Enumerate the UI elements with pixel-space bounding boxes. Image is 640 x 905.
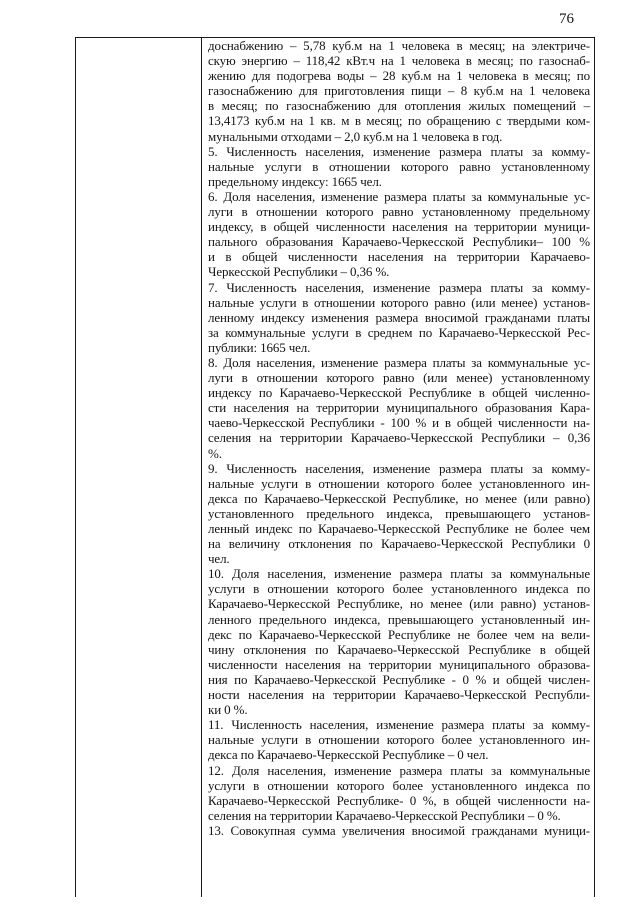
text-line: и в общей численности населения на территории Карачаево- (208, 249, 590, 265)
text-line: декса по Карачаево-Черкесской Республике, но менее (или равно) (208, 490, 590, 506)
text-line: публики: 1665 чел. (208, 339, 311, 355)
text-line: в месяц; по газоснабжению для отопления жилых помещений – (208, 98, 590, 114)
text-line: ности населения на территории Карачаево-Черкесской Республи- (208, 687, 590, 703)
text-line: услуги в отношении которого более установленного индекса по (208, 581, 590, 597)
text-line: чел. (208, 551, 230, 567)
text-line: нальные услуги в отношении которого более установленного ин- (208, 732, 590, 748)
table-left-column (76, 38, 202, 897)
text-line: чину отклонения по Карачаево-Черкесской Республике в общей (208, 641, 590, 657)
table-text-column (208, 38, 590, 897)
text-line: 5. Численность населения, изменение размера платы за комму- (208, 143, 590, 159)
text-line: индексу по Карачаево-Черкесской Республике в общей численно- (208, 385, 590, 401)
text-line: Карачаево-Черкесской Республике- 0 %, в общей численности на- (208, 792, 590, 808)
text-line: ленный индекс по Карачаево-Черкесской Республике не более чем (208, 521, 590, 536)
text-line: за коммунальные услуги в среднем по Карачаево-Черкесской Рес- (208, 324, 590, 340)
text-line: мунальными отходами – 2,0 куб.м на 1 человека в год. (208, 128, 503, 144)
text-line: %. (208, 445, 222, 461)
text-line: ния по Карачаево-Черкесской Республике - 0 % и общей числен- (208, 671, 590, 687)
text-line: 6. Доля населения, изменение размера платы за коммунальные ус- (208, 188, 590, 204)
text-line: 8. Доля населения, изменение размера платы за коммунальные ус- (208, 354, 590, 370)
text-line: на величину отклонения по Карачаево-Черкесской Республики 0 (208, 536, 590, 552)
text-line: декса по Карачаево-Черкесской Республике – 0 чел. (208, 747, 489, 763)
text-line: 10. Доля населения, изменение размера платы за коммунальные (208, 566, 590, 582)
text-line: селения на территории Карачаево-Черкесской Республики – 0 %. (208, 807, 561, 823)
text-line: Черкесской Республики – 0,36 %. (208, 264, 390, 280)
text-line: ленного предельного индекса, превышающего установленный ин- (208, 611, 590, 627)
text-line: пального образования Карачаево-Черкесской Республики– 100 % (208, 234, 590, 250)
text-line: нальные услуги в отношении которого более установленного ин- (208, 475, 590, 491)
text-line: 7. Численность населения, изменение размера платы за комму- (208, 279, 590, 295)
text-line: сти населения на территории муниципального образования Кара- (208, 400, 590, 416)
text-line: ленному индексу изменения размера вносимой гражданами платы (208, 309, 590, 325)
text-line: 13,4173 куб.м на 1 кв. м в месяц; по обращению с твердыми ком- (208, 113, 590, 129)
text-line: Карачаево-Черкесской Республике, но менее (или равно) установ- (208, 596, 590, 612)
text-line: газоснабжению для приготовления пищи – 8 куб.м на 1 человека (208, 83, 590, 99)
text-line: 9. Численность населения, изменение размера платы за комму- (208, 460, 590, 476)
text-line: 11. Численность населения, изменение размера платы за комму- (208, 717, 590, 733)
text-line: нальные услуги в отношении которого равно (или менее) установ- (208, 294, 590, 310)
text-line: луги в отношении которого равно установленному предельному (208, 204, 590, 220)
text-line: нальные услуги в отношении которого равно установленному (208, 158, 590, 174)
document-table (75, 37, 595, 897)
text-line: установленного предельного индекса, превышающего установ- (208, 505, 590, 521)
text-line: ки 0 %. (208, 702, 248, 718)
text-line: индексу, в общей численности населения на территории муници- (208, 219, 590, 235)
text-line: жению для подогрева воды – 28 куб.м на 1 человека в месяц; по (208, 68, 590, 84)
text-line: услуги в отношении которого более установленного индекса по (208, 777, 590, 793)
page-number: 76 (559, 11, 574, 27)
text-line: 13. Совокупная сумма увеличения вносимой гражданами муници- (208, 822, 590, 838)
text-line: луги в отношении которого равно (или менее) установленному (208, 370, 590, 386)
text-line: декс по Карачаево-Черкесской Республике не более чем на вели- (208, 626, 590, 642)
text-line: 12. Доля населения, изменение размера платы за коммунальные (208, 762, 590, 778)
text-line: доснабжению – 5,78 куб.м на 1 человека в месяц; на электриче- (208, 38, 590, 53)
text-line: селения на территории Карачаево-Черкесской Республики – 0,36 (208, 430, 590, 446)
text-line: численности населения на территории муниципального образова- (208, 656, 590, 672)
text-line: чаево-Черкесской Республики - 100 % и в общей численности на- (208, 415, 590, 431)
text-line: скую энергию – 118,42 кВт.ч на 1 человека в месяц; по газоснаб- (208, 53, 590, 69)
text-line: предельному индексу: 1665 чел. (208, 173, 382, 189)
